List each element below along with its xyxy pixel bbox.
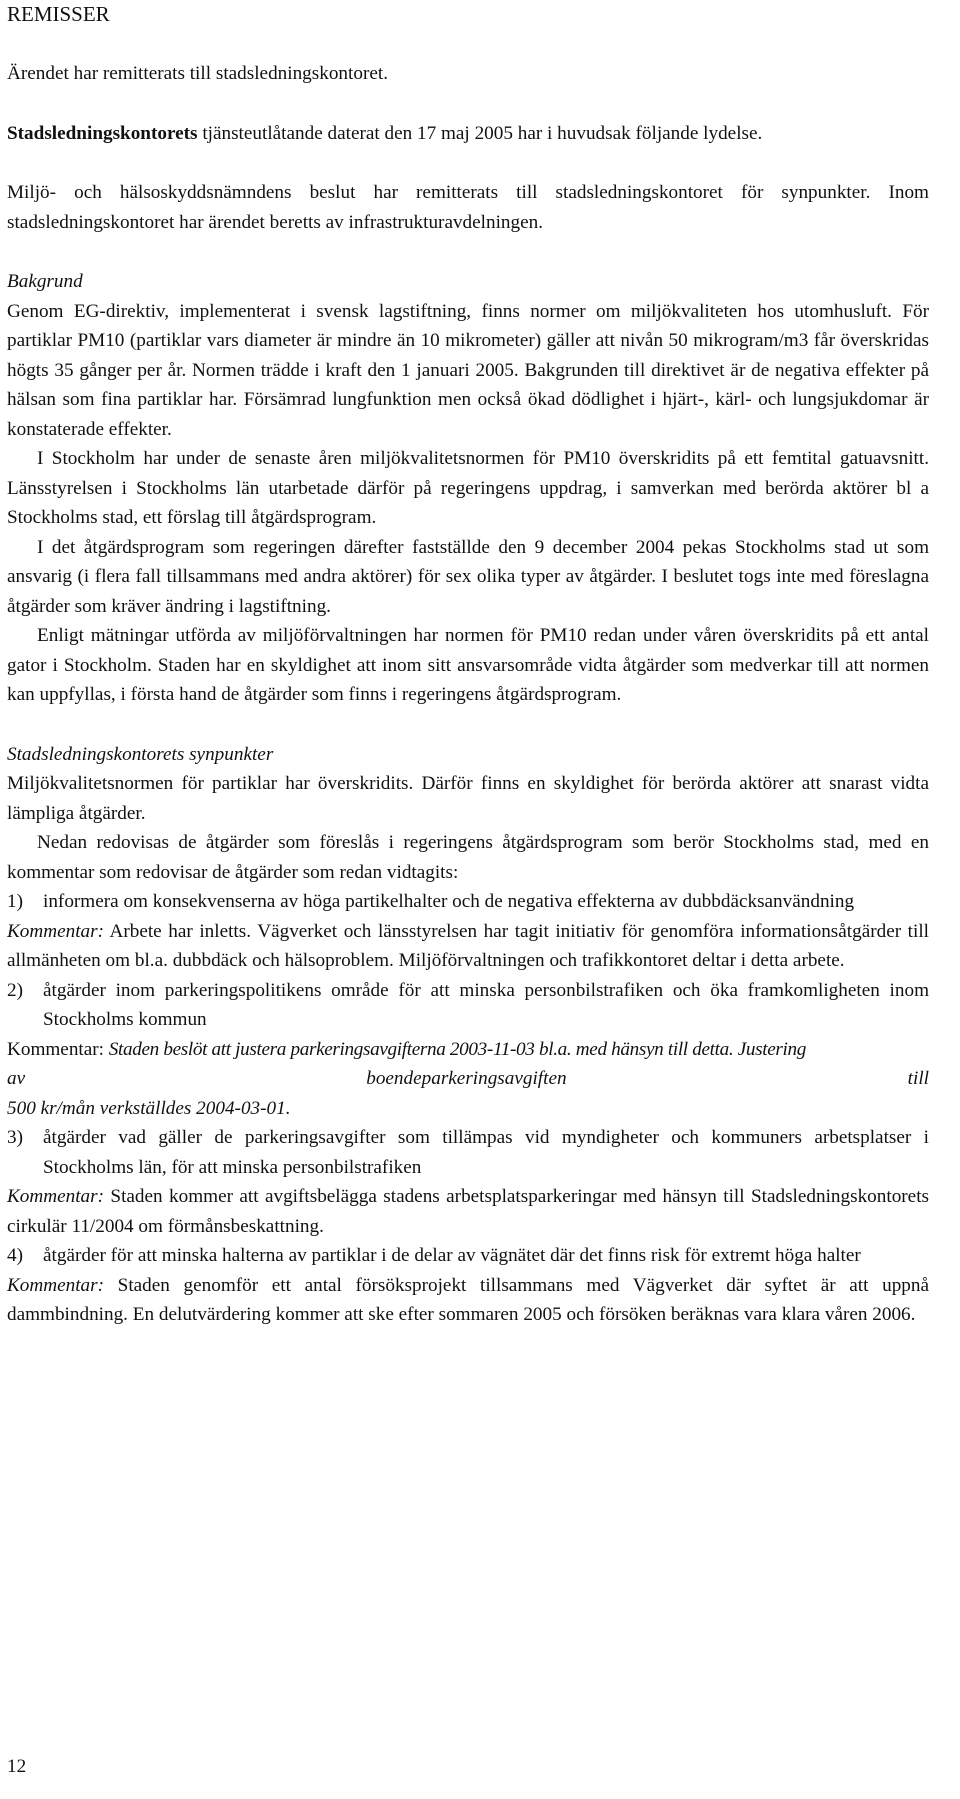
list-item-4 xyxy=(7,1241,929,1271)
background-title: Bakgrund xyxy=(7,271,83,292)
background-paragraph-1: Genom EG-direktiv, implementerat i svensk lagstiftning, finns normer om miljökvaliteten hos utomhusluft. För partiklar PM10 (partiklar vars diameter är mindre än 10 mikrometer) gäller att nivån 50 mikrogram/m3 får överskridas högts 35 gånger per år. Normen trädde i kraft den 1 januari 2005. Bakgrunden till direktivet är de negativa effekter på hälsan som fina partiklar har. Försämrad lungfunktion men också ökad dödlighet i hjärt-, kärl- och lungsjukdomar är konstaterade effekter. xyxy=(7,300,929,440)
comment-label: Kommentar: xyxy=(7,1274,104,1296)
comment-text: Arbete har inletts. Vägverket och länsstyrelsen har tagit initiativ för genomföra informationsåtgärder till allmänheten om bl.a. dubbdäck och hälsoproblem. Miljöförvaltningen och trafikkontoret deltar i detta arbete. xyxy=(7,920,929,971)
list-item-number: 1) xyxy=(7,891,23,912)
list-item-text: informera om konsekvenserna av höga partikelhalter och de negativa effekterna av dubbdäcksanvändning xyxy=(43,891,855,912)
comment-label: Kommentar: xyxy=(7,1038,109,1060)
comment-2-line-3: 500 kr/mån verkställdes 2004-03-01. xyxy=(7,1097,291,1119)
list-item-text: åtgärder inom parkeringspolitikens område för att minska personbilstrafiken och öka framkomligheten inom Stockholms kommun xyxy=(43,979,929,1030)
section-heading: REMISSER xyxy=(7,2,110,26)
comment-label: Kommentar: xyxy=(7,1186,104,1207)
list-item-1 xyxy=(7,887,929,917)
statement-bold-lead: Stadsledningskontorets xyxy=(7,122,198,144)
comment-word: till xyxy=(907,1068,929,1089)
background-paragraph-4: Enligt mätningar utförda av miljöförvaltningen har normen för PM10 redan under våren överskridits på ett antal gator i Stockholm. Staden har en skyldighet att inom sitt ansvarsområde vidta åtgärder som medverkar till att normen kan uppfyllas, i första hand de åtgärder som finns i regeringens åtgärdsprogram. xyxy=(7,625,929,705)
list-item-number: 3) xyxy=(7,1127,23,1148)
comment-2-line-1 xyxy=(7,1035,929,1065)
comment-2-line-2 xyxy=(7,1064,929,1094)
background-paragraph-3: I det åtgärdsprogram som regeringen därefter fastställde den 9 december 2004 pekas Stockholms stad ut som ansvarig (i flera fall tillsammans med andra aktörer) för sex olika typer av åtgärder. I beslutet togs inte med föreslagna åtgärder som kräver ändring i lagstiftning. xyxy=(7,536,929,617)
comment-word: av xyxy=(7,1068,26,1089)
list-item-text: åtgärder för att minska halterna av partiklar i de delar av vägnätet där det finns risk för extremt höga halter xyxy=(43,1245,861,1266)
background-paragraph-2: I Stockholm har under de senaste åren miljökvalitetsnormen för PM10 överskridits på ett femtital gatuavsnitt. Länsstyrelsen i Stockholms län utarbetade därför på regeringens uppdrag, i samverkan med berörda aktörer bl a Stockholms stad, ett förslag till åtgärdsprogram. xyxy=(7,448,929,528)
comment-text: Staden beslöt att justera parkeringsavgifterna 2003-11-03 bl.a. med hänsyn till detta. Justering xyxy=(108,1038,807,1060)
opinion-paragraph-1: Miljökvalitetsnormen för partiklar har överskridits. Därför finns en skyldighet för berörda aktörer att snarast vidta lämpliga åtgärder. xyxy=(7,773,929,824)
comment-label: Kommentar: xyxy=(7,920,104,942)
comment-text: Staden kommer att avgiftsbelägga stadens arbetsplatsparkeringar med hänsyn till Stadsledningskontorets cirkulär 11/2004 om förmånsbeskattning. xyxy=(7,1186,929,1237)
statement-text: tjänsteutlåtande daterat den 17 maj 2005 har i huvudsak följande lydelse. xyxy=(197,122,763,144)
comment-3 xyxy=(7,1182,929,1241)
summary-paragraph: Miljö- och hälsoskyddsnämndens beslut har remitterats till stadsledningskontoret för synpunkter. Inom stadsledningskontoret har ärendet beretts av infrastrukturavdelningen. xyxy=(7,182,929,233)
list-item-number: 2) xyxy=(7,979,23,1001)
opinion-paragraph-2: Nedan redovisas de åtgärder som föreslås i regeringens åtgärdsprogram som berör Stockholms stad, med en kommentar som redovisar de åtgärder som redan vidtagits: xyxy=(7,832,929,883)
comment-4 xyxy=(7,1271,929,1330)
page-number: 12 xyxy=(7,1756,27,1777)
list-item-text: åtgärder vad gäller de parkeringsavgifter som tillämpas vid myndigheter och kommuners arbetsplatser i Stockholms län, för att minska personbilstrafiken xyxy=(43,1127,929,1178)
comment-1 xyxy=(7,917,929,976)
comment-text: Staden genomför ett antal försöksprojekt tillsammans med Vägverket där syftet är att uppnå dammbindning. En delutvärdering kommer att ske efter sommaren 2005 och försöken beräknas vara klara våren 2006. xyxy=(7,1274,929,1325)
list-item-number: 4) xyxy=(7,1245,23,1266)
intro-paragraph: Ärendet har remitterats till stadsledningskontoret. xyxy=(7,63,388,84)
statement-paragraph xyxy=(7,119,929,149)
comment-word: boendeparkeringsavgiften xyxy=(366,1068,567,1089)
list-item-3 xyxy=(7,1123,929,1182)
document-page xyxy=(7,0,929,1330)
list-item-2 xyxy=(7,976,929,1035)
opinion-title: Stadsledningskontorets synpunkter xyxy=(7,743,274,765)
